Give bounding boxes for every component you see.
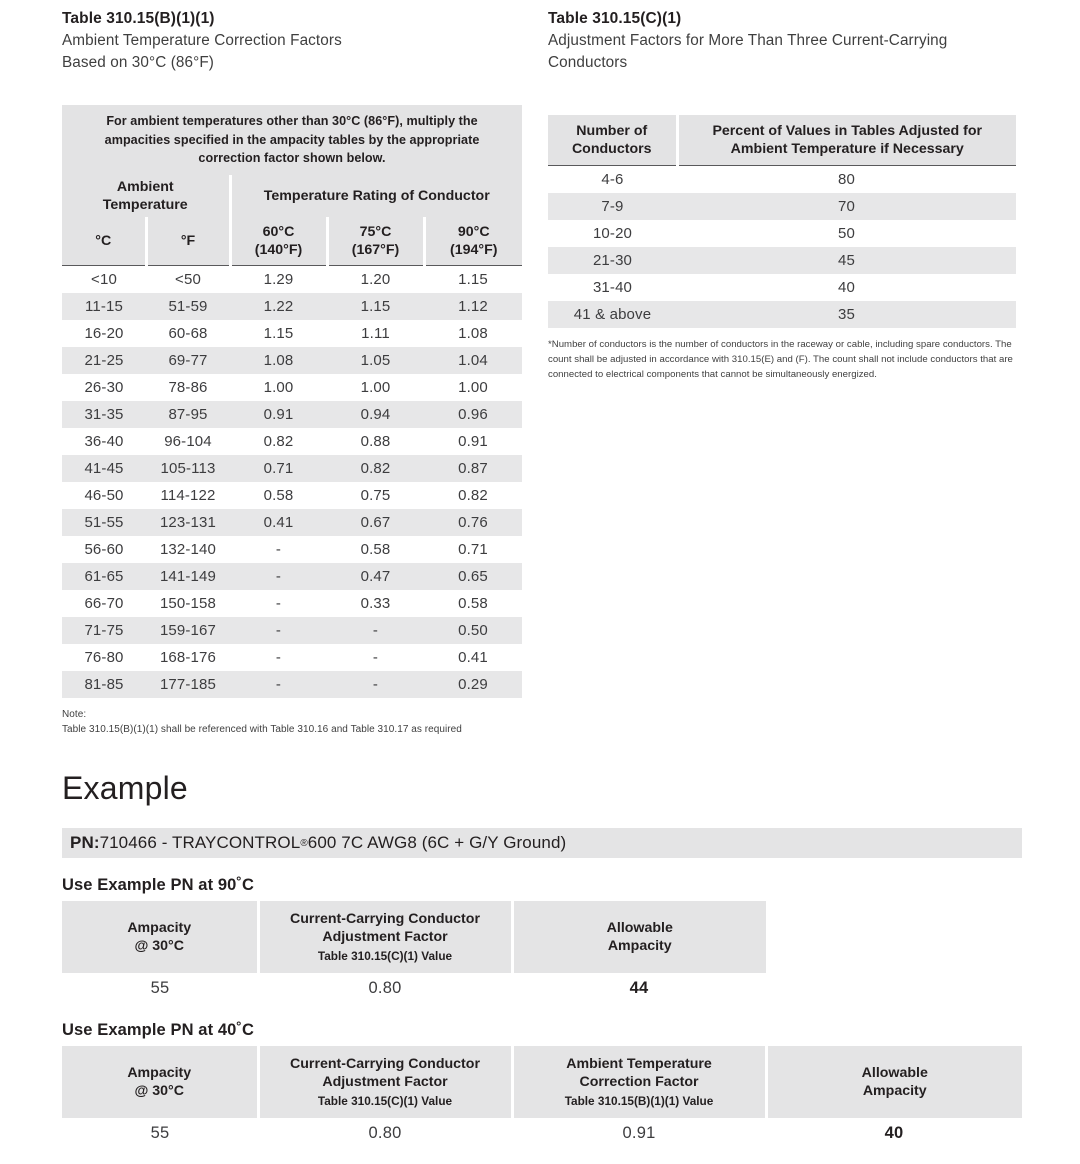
cell-factor-75c: 1.20 [360,271,391,289]
example-40c-header-2 [512,1046,766,1118]
cell-fahrenheit: 168-176 [159,649,217,667]
header-percent-line1: Percent of Values in Tables Adjusted for [712,122,983,139]
cell-factor-90c: 0.50 [424,617,522,644]
cell-celsius: 51-55 [62,509,146,536]
cell-percent: 70 [677,193,1016,220]
cell-conductors: 31-40 [592,279,633,297]
cell-celsius: 16-20 [84,325,124,343]
header-temperature-rating: Temperature Rating of Conductor [230,175,522,217]
cell-fahrenheit: 177-185 [146,671,230,698]
cell-factor-90c: 0.91 [458,433,488,451]
example-40c-header-0 [62,1046,258,1118]
group-header-row [62,175,522,217]
cell-fahrenheit: 150-158 [159,595,217,613]
cell-factor-75c: - [372,649,379,667]
cell-factor-90c: 1.12 [424,293,522,320]
cell-celsius: 66-70 [84,595,124,613]
adjustment-factors-table-block [548,8,1016,737]
header-sub: Table 310.15(C)(1) Value [317,949,453,963]
cell-celsius: 81-85 [62,671,146,698]
cell-celsius: 56-60 [84,541,124,559]
example-40c-table [62,1046,1022,1148]
header-main: Ampacity @ 30°C [127,919,192,954]
example-40c-value-2: 0.91 [512,1118,766,1148]
header-conductors-line1: Number of [576,122,648,139]
cell-factor-90c: 0.29 [424,671,522,698]
cell-fahrenheit: 114-122 [160,487,216,505]
table-row [62,401,522,428]
cell-factor-75c: 1.15 [327,293,424,320]
cell-factor-90c: 0.65 [424,563,522,590]
cell-conductors: 10-20 [592,225,633,243]
cell-factor-75c: 0.94 [327,401,424,428]
cell-factor-90c: 0.71 [458,541,488,559]
example-40c-title: Use Example PN at 40˚C [62,1021,255,1039]
header-main: Ambient Temperature Correction Factor [566,1055,712,1090]
cell-conductors: 7-9 [548,193,677,220]
cell-factor-60c: 1.22 [230,293,327,320]
cell-fahrenheit: 78-86 [168,379,208,397]
cell-conductors: 21-30 [548,247,677,274]
header-90c-line2: (194°F) [450,242,498,259]
cell-factor-75c: 0.88 [360,433,391,451]
left-table-note [62,707,522,737]
example-value-row [62,973,766,1003]
note-text: Table 310.15(B)(1)(1) shall be referenced with Table 310.16 and Table 310.17 as required [62,724,462,736]
table-row [62,374,522,401]
pn-label: PN: [70,833,100,852]
table-row [62,671,522,698]
adjustment-header-row [548,115,1016,166]
cell-factor-75c: 0.33 [360,595,391,613]
example-90c-header-1 [258,901,512,973]
cell-fahrenheit: 51-59 [146,293,230,320]
cell-celsius: 26-30 [84,379,124,397]
cell-factor-60c: - [230,617,327,644]
cell-celsius: 46-50 [84,487,124,505]
cell-factor-60c: 1.08 [230,347,327,374]
example-90c-header-0 [62,901,258,973]
cell-factor-75c: 1.05 [327,347,424,374]
cell-factor-90c: 0.58 [458,595,488,613]
example-section [62,772,1022,1148]
cell-fahrenheit: 96-104 [164,433,212,451]
cell-factor-60c: 1.15 [263,325,294,343]
cell-factor-60c: - [275,595,282,613]
cell-celsius: 41-45 [62,455,146,482]
cell-factor-75c: 0.47 [327,563,424,590]
cell-fahrenheit: 141-149 [146,563,230,590]
header-75c-line1: 75°C [359,223,392,240]
table-row [548,247,1016,274]
note-label: Note: [62,709,87,721]
table-row [62,347,522,374]
pn-value-tail: 600 7C AWG8 (6C + G/Y Ground) [307,833,567,852]
example-heading: Example [62,770,188,806]
header-fahrenheit: °F [146,217,230,266]
left-table-subtitle-line1: Ambient Temperature Correction Factors [62,32,342,49]
table-caption-row [62,105,522,175]
right-table-title: Table 310.15(C)(1) [548,10,682,27]
table-row [62,455,522,482]
cell-factor-90c: 1.15 [458,271,488,289]
cell-factor-75c: 0.82 [327,455,424,482]
cell-percent: 80 [838,171,855,189]
right-table-subtitle-line2: Conductors [548,53,628,71]
right-table-subtitle-line1: Adjustment Factors for More Than Three Current-Carrying [548,32,948,49]
cell-factor-75c: 1.11 [361,325,390,343]
header-rating-60c [230,217,327,266]
header-75c-line2: (167°F) [351,242,400,259]
cell-factor-60c: 0.82 [263,433,294,451]
table-row [62,266,522,294]
table-row [62,293,522,320]
cell-factor-75c: 0.75 [360,487,391,505]
header-90c-line1: 90°C [457,223,490,240]
example-40c-value-3: 40 [766,1118,1022,1148]
example-40c-value-1: 0.80 [258,1118,512,1148]
table-row [548,301,1016,328]
table-row [548,274,1016,301]
cell-percent: 45 [677,247,1016,274]
table-row [62,644,522,671]
cell-celsius: 21-25 [62,347,146,374]
header-conductors-line2: Conductors [571,141,652,158]
ambient-temperature-correction-table [62,105,522,698]
example-90c-table [62,901,766,1003]
cell-factor-60c: 1.00 [263,379,294,397]
cell-factor-75c: - [327,617,424,644]
cell-factor-90c: 0.87 [424,455,522,482]
cell-fahrenheit: <50 [175,271,201,289]
left-table-caption: For ambient temperatures other than 30°C (86°F), multiply the ampacities specified in the ampacity tables by the appropriate correction factor shown below. [62,105,522,175]
header-percent-line2: Ambient Temperature if Necessary [730,141,964,158]
cell-celsius: 11-15 [62,293,146,320]
header-60c-line2: (140°F) [254,242,303,259]
cell-factor-75c: 1.00 [360,379,391,397]
pn-value: 710466 - TRAYCONTROL [99,833,301,852]
example-90c-title: Use Example PN at 90˚C [62,876,255,894]
header-celsius: °C [62,217,146,266]
cell-percent: 35 [677,301,1016,328]
header-main: Allowable Ampacity [606,919,673,954]
example-90c-value-0: 55 [62,973,258,1003]
header-rating-90c [424,217,522,266]
example-value-row [62,1118,1022,1148]
header-main: Current-Carrying Conductor Adjustment Factor [290,910,480,945]
column-header-row [62,217,522,266]
cell-factor-60c: 0.58 [263,487,294,505]
table-row [62,536,522,563]
cell-factor-75c: - [327,671,424,698]
header-sub: Table 310.15(B)(1)(1) Value [564,1094,714,1108]
cell-factor-90c: 1.00 [458,379,488,397]
right-table-footnote: *Number of conductors is the number of conductors in the raceway or cable, including spare conductors. The count shall be adjusted in accordance with 310.15(E) and (F). The count shall not include conductors that are connected to electrical components that cannot be simultaneously energized. [548,339,1013,381]
table-row [548,193,1016,220]
cell-fahrenheit: 132-140 [159,541,217,559]
cell-fahrenheit: 69-77 [146,347,230,374]
example-90c-value-2: 44 [512,973,766,1003]
cell-fahrenheit: 87-95 [146,401,230,428]
table-row [62,320,522,347]
adjustment-factors-table [548,115,1016,328]
cell-celsius: <10 [91,271,117,289]
example-header-row [62,1046,1022,1118]
example-90c-value-1: 0.80 [258,973,512,1003]
example-40c-value-0: 55 [62,1118,258,1148]
cell-factor-60c: - [230,563,327,590]
cell-fahrenheit: 105-113 [146,455,230,482]
table-row [548,166,1016,194]
left-table-title: Table 310.15(B)(1)(1) [62,10,215,27]
cell-factor-60c: - [275,541,282,559]
header-ambient-line1: Ambient [116,179,174,196]
cell-fahrenheit: 123-131 [146,509,230,536]
cell-factor-90c: 0.41 [458,649,488,667]
cell-factor-90c: 1.08 [458,325,488,343]
table-row [62,563,522,590]
cell-factor-60c: - [275,649,282,667]
example-90c-header-2 [512,901,766,973]
part-number-bar [62,828,1022,858]
cell-celsius: 76-80 [84,649,124,667]
table-row [62,509,522,536]
cell-factor-60c: 1.29 [263,271,294,289]
header-ambient-temperature [62,175,230,217]
cell-fahrenheit: 159-167 [146,617,230,644]
table-row [62,590,522,617]
cell-factor-75c: 0.67 [327,509,424,536]
cell-percent: 40 [838,279,855,297]
cell-factor-60c: 0.41 [230,509,327,536]
cell-conductors: 41 & above [548,301,677,328]
header-number-of-conductors [548,115,677,166]
example-header-row [62,901,766,973]
header-sub: Table 310.15(C)(1) Value [317,1094,453,1108]
cell-conductors: 4-6 [601,171,624,189]
header-main: Ampacity @ 30°C [127,1064,192,1099]
header-percent-of-values [677,115,1016,166]
cell-factor-90c: 0.82 [458,487,488,505]
cell-factor-75c: 0.58 [360,541,391,559]
cell-factor-90c: 0.76 [424,509,522,536]
ambient-temperature-table-block [62,8,522,737]
cell-celsius: 71-75 [62,617,146,644]
cell-celsius: 31-35 [62,401,146,428]
cell-percent: 50 [838,225,855,243]
cell-celsius: 61-65 [62,563,146,590]
table-row [62,482,522,509]
header-main: Current-Carrying Conductor Adjustment Factor [290,1055,480,1090]
example-40c-header-3 [766,1046,1022,1118]
registered-trademark-icon: ® [300,837,308,849]
header-main: Allowable Ampacity [861,1064,928,1099]
ambient-table-body [62,266,522,699]
cell-celsius: 36-40 [84,433,124,451]
cell-factor-60c: 0.71 [230,455,327,482]
cell-fahrenheit: 60-68 [168,325,208,343]
cell-factor-90c: 0.96 [424,401,522,428]
cell-factor-60c: - [230,671,327,698]
header-ambient-line2: Temperature [102,197,188,214]
header-rating-75c [327,217,424,266]
example-40c-header-1 [258,1046,512,1118]
cell-factor-60c: 0.91 [230,401,327,428]
table-row [62,617,522,644]
table-row [548,220,1016,247]
adjustment-table-body [548,166,1016,329]
cell-factor-90c: 1.04 [424,347,522,374]
header-60c-line1: 60°C [262,223,295,240]
left-table-subtitle-line2: Based on 30°C (86°F) [62,53,214,71]
table-row [62,428,522,455]
